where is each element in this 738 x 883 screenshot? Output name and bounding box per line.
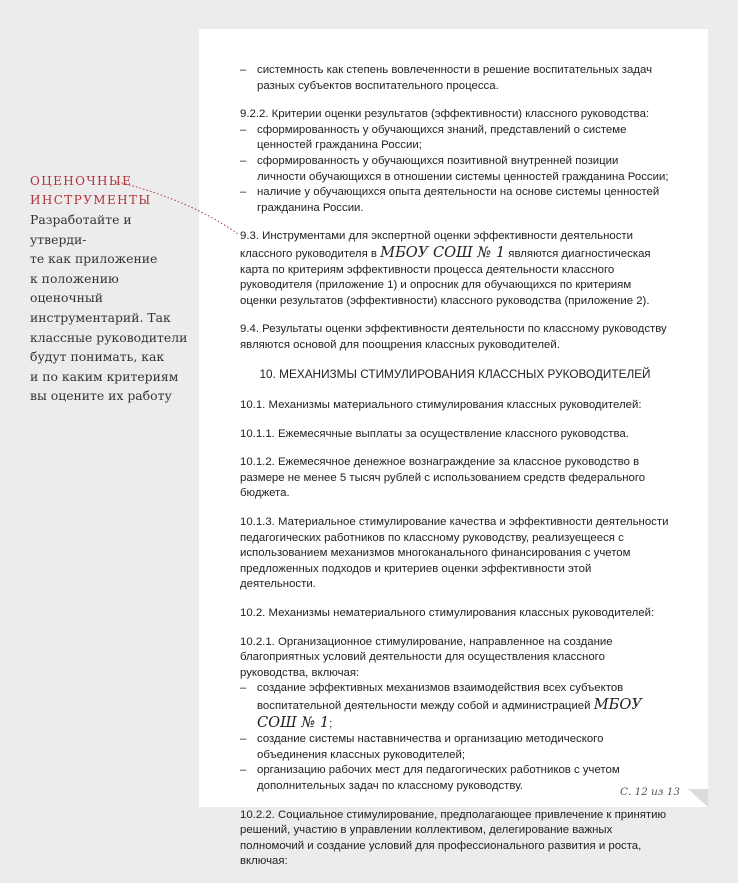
margin-note-line: Разработайте и утверди- — [30, 212, 132, 247]
section-heading: 10. МЕХАНИЗМЫ СТИМУЛИРОВАНИЯ КЛАССНЫХ РУКОВОДИТЕЛЕЙ — [259, 366, 651, 381]
margin-note-line: инструментарий. Так — [30, 309, 171, 325]
bullet-list — [240, 63, 670, 94]
paragraph-9-4: 9.4. Результаты оценки эффективности деятельности по классному руководству являются основой для поощрения классных руководителей. — [240, 323, 667, 351]
margin-note-line: классные руководители — [30, 329, 188, 345]
bullet-list — [240, 681, 670, 794]
paragraph-text: являются диагностическая карта по критериям эффективности процесса деятельности классного руководителя (приложение 1) и опросник для обучающихся по критериям оценки результатов (эффективности) классного руководства (приложение 2). — [240, 247, 651, 307]
paragraph-10-2: 10.2. Механизмы нематериального стимулирования классных руководителей: — [240, 607, 655, 620]
list-item: – сформированность у обучающихся позитивной внутренней позиции личности обучающихся в отношении системы ценностей гражданина России; — [240, 154, 670, 185]
margin-note-line: те как приложение — [30, 251, 158, 267]
margin-note-line: к положению оценочный — [30, 270, 119, 306]
page-corner-fold — [688, 789, 708, 807]
paragraph-9-3 — [240, 229, 670, 309]
paragraph-10-1-2: 10.1.2. Ежемесячное денежное вознаграждение за классное руководство в размере не менее 5 тысяч рублей с использованием средств федерального бюджета. — [240, 456, 646, 500]
list-item: – создание системы наставничества и организацию методического объединения классных руководителей; — [240, 732, 670, 763]
page-number: С. 12 из 13 — [620, 786, 680, 798]
margin-note-line: и по каким критериям — [30, 368, 179, 384]
paragraph-10-1-3: 10.1.3. Материальное стимулирование качества и эффективности деятельности педагогических работников по классному руководству, реализуещееся с использованием механизмов многоканального финансирования с учетом предложенных подходов и критериев оценки эффективности этой деятельности. — [240, 516, 669, 591]
paragraph-9-2-2: 9.2.2. Критерии оценки результатов (эффективности) классного руководства: — [240, 108, 650, 121]
list-item: – наличие у обучающихся опыта деятельности на основе системы ценностей гражданина России. — [240, 185, 670, 216]
list-item-text: ; — [329, 717, 333, 730]
paragraph-10-2-2: 10.2.2. Социальное стимулирование, предполагающее привлечение к принятию решений, участию в управлении коллективом, делегирование важных полномочий и создание условий для профессионального развития и роста, включая: — [240, 808, 667, 868]
margin-note-line: вы оцените их работу — [30, 388, 172, 404]
list-item: – сформированность у обучающихся знаний, представлений о системе ценностей гражданина России; — [240, 123, 670, 154]
margin-note — [30, 172, 190, 406]
organization-name: МБОУ СОШ № 1 — [380, 243, 506, 261]
margin-note-heading: ОЦЕНОЧНЫЕ ИНСТРУМЕНТЫ — [30, 174, 152, 207]
document-body — [240, 63, 670, 883]
paragraph-10-1: 10.1. Механизмы материального стимулирования классных руководителей: — [240, 399, 642, 412]
organization-name: МБОУ СОШ № 1 — [257, 696, 642, 731]
paragraph-10-2-1: 10.2.1. Организационное стимулирование, направленное на создание благоприятных условий деятельности для осуществления классного руководства, включая: — [240, 635, 613, 679]
list-item-text: создание эффективных механизмов взаимодействия всех субъектов воспитательной деятельности между собой и администрацией — [257, 682, 624, 712]
bullet-list — [240, 123, 670, 217]
paragraph-text: 9.3. Инструментами для экспертной оценки эффективности деятельности классного руководителя в — [240, 230, 634, 260]
margin-note-line: будут понимать, как — [30, 349, 165, 365]
list-item — [240, 681, 670, 732]
list-item: – организацию рабочих мест для педагогических работников с учетом дополнительных задач по классному руководству. — [240, 763, 670, 794]
paragraph-10-1-1: 10.1.1. Ежемесячные выплаты за осуществление классного руководства. — [240, 427, 629, 440]
list-item: – системность как степень вовлеченности в решение воспитательных задач разных субъектов воспитательного процесса. — [240, 63, 670, 94]
